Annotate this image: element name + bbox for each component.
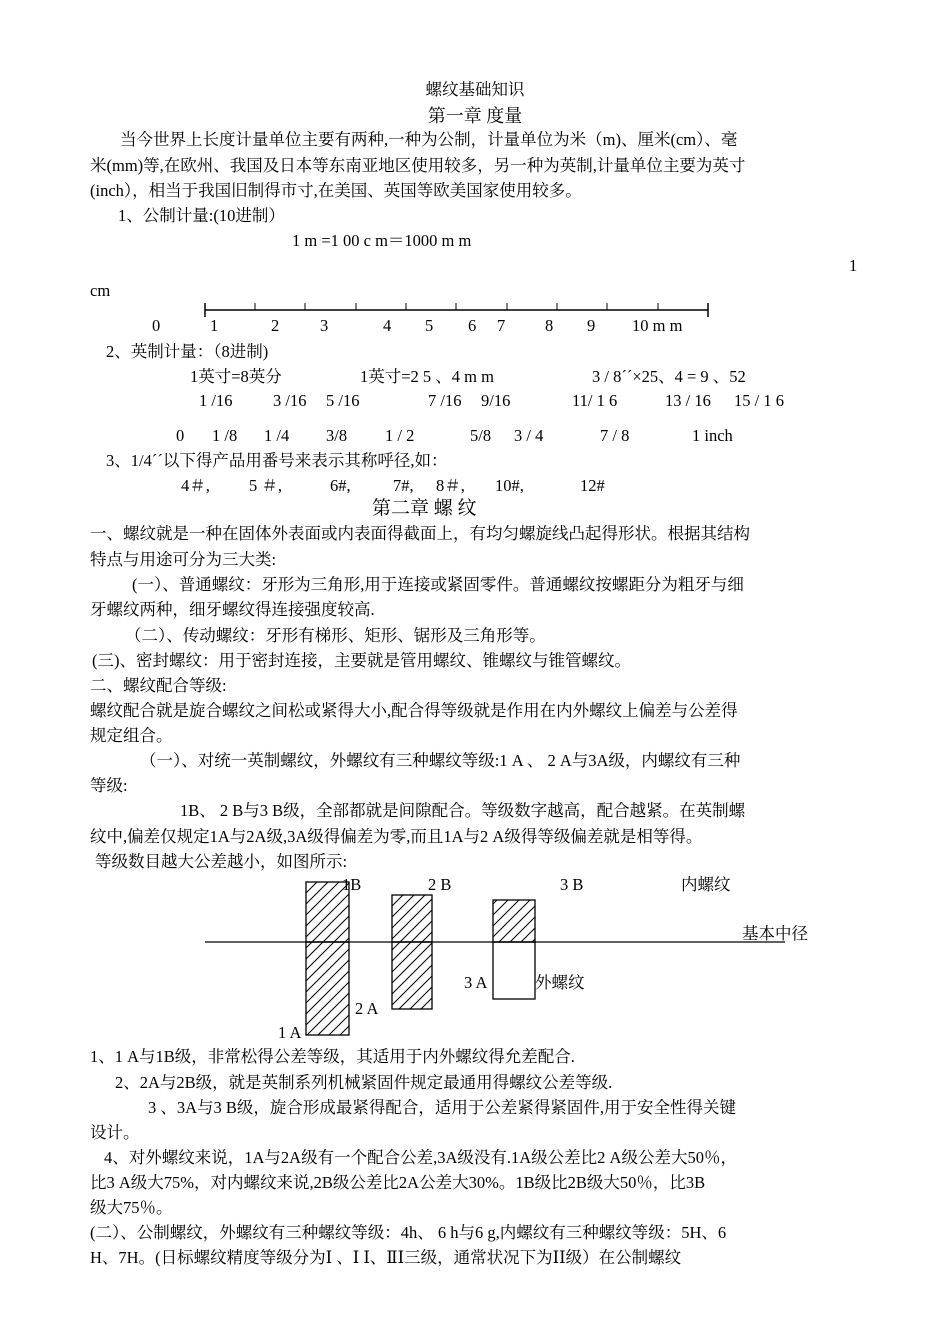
imperial-equation: 3 / 8´´×25、4 = 9 、52 (592, 367, 746, 386)
metric-formula: 1 m =1 00 c m＝1000 m m (292, 231, 472, 250)
eighth-label: 0 (176, 426, 185, 445)
eighth-label: 1 /4 (264, 426, 290, 445)
sixteenth-label: 5 /16 (326, 391, 360, 410)
sixteenth-label: 7 /16 (428, 391, 462, 410)
numbers-heading: 3、1/4´´以下得产品用番号来表示其称呼径,如： (106, 451, 448, 470)
tolerance-zone-2A (392, 942, 432, 1009)
ruler-label: 9 (587, 316, 596, 335)
chapter-1-title: 第一章 度量 (427, 106, 523, 126)
metric-formula-continued: 1 (849, 256, 858, 275)
paragraph-line: 牙螺纹两种，细牙螺纹得连接强度较高. (90, 600, 375, 619)
ruler-label: 6 (468, 316, 477, 335)
chapter-2-title: 第二章 螺 纹 (372, 498, 477, 519)
paragraph-line: 等级: (90, 776, 128, 795)
paragraph-line: (inch），相当于我国旧制得市寸,在美国、英国等欧美国家使用较多。 (90, 181, 582, 200)
paragraph-line: （一）、对统一英制螺纹，外螺纹有三种螺纹等级:1 A 、 2 A与3A级，内螺纹有三种 (140, 751, 741, 770)
thread-number: 8＃, (436, 476, 465, 495)
ruler-label: 1 (210, 316, 219, 335)
paragraph-line: 级大75％。 (90, 1198, 173, 1217)
paragraph-line: (三)、密封螺纹：用于密封连接，主要就是管用螺纹、锥螺纹与锥管螺纹。 (92, 651, 631, 670)
eighth-label: 3 / 4 (514, 426, 544, 445)
diagram-label-1A: 1 A (278, 1023, 302, 1042)
paragraph-line: 3 、3A与3 B级，旋合形成最紧得配合，适用于公差紧得紧固件,用于安全性得关键 (148, 1098, 737, 1117)
diagram-label-2A: 2 A (355, 999, 379, 1018)
ruler-label: 2 (271, 316, 280, 335)
thread-number: 10#, (495, 476, 524, 495)
metric-unit-cm: cm (90, 281, 111, 300)
sixteenth-label: 11/ 1 6 (572, 391, 618, 410)
paragraph-line: H、7H。(日标螺纹精度等级分为Ⅰ 、Ⅰ Ⅰ、ⅡⅠ三级，通常状况下为ⅠⅠ级）在公制螺纹 (90, 1248, 682, 1267)
eighth-label: 1 / 2 (385, 426, 415, 445)
paragraph-line: 螺纹配合就是旋合螺纹之间松或紧得大小,配合得等级就是作用在内外螺纹上偏差与公差得 (90, 701, 738, 720)
diagram-label-2B: 2 B (428, 875, 452, 894)
section-heading: 二、螺纹配合等级: (90, 676, 227, 695)
ruler-label: 10 m m (632, 316, 683, 335)
sixteenth-label: 3 /16 (273, 391, 307, 410)
paragraph-line: 4、对外螺纹来说，1A与2A级有一个配合公差,3A级没有.1A级公差比2 A级公差大50％， (104, 1148, 737, 1167)
sixteenth-label: 1 /16 (199, 391, 233, 410)
paragraph-line: 1B、 2 B与3 B级，全部都就是间隙配合。等级数字越高，配合越紧。在英制螺 (180, 801, 746, 820)
diagram-label-external-thread: 外螺纹 (535, 973, 585, 992)
diagram-label-3A: 3 A (464, 973, 488, 992)
paragraph-line: （二）、传动螺纹：牙形有梯形、矩形、锯形及三角形等。 (125, 626, 546, 645)
imperial-equation: 1英寸=2 5 、4 m m (360, 367, 494, 386)
sixteenth-label: 9/16 (481, 391, 511, 410)
diagram-label-pitch-diameter: 基本中径 (742, 924, 808, 943)
document-title: 螺纹基础知识 (425, 80, 525, 99)
metric-heading: 1、公制计量:(10进制） (118, 206, 285, 225)
eighth-label: 3/8 (326, 426, 348, 445)
sixteenth-label: 15 / 1 6 (734, 391, 784, 410)
paragraph-line: 米(mm)等,在欧州、我国及日本等东南亚地区使用较多，另一种为英制,计量单位主要为英寸 (90, 156, 746, 175)
thread-number: 12# (580, 476, 605, 495)
paragraph-line: 等级数目越大公差越小，如图所示: (95, 852, 348, 871)
ruler-label: 7 (497, 316, 506, 335)
imperial-equation: 1英寸=8英分 (190, 367, 282, 386)
paragraph-line: 当今世界上长度计量单位主要有两种,一种为公制，计量单位为米（m)、厘米(cm）、毫 (120, 130, 738, 149)
tolerance-zone-3A (493, 942, 535, 999)
ruler-label: 5 (425, 316, 434, 335)
tolerance-zone-2B (392, 895, 432, 942)
paragraph-line: 规定组合。 (90, 726, 173, 745)
ruler-label: 0 (152, 316, 161, 335)
diagram-label-1B: 1B (342, 875, 362, 894)
tolerance-zone-3B (493, 900, 535, 942)
sixteenth-label: 13 / 16 (665, 391, 711, 410)
thread-number: 4＃, (181, 476, 210, 495)
thread-number: 5 ＃, (249, 476, 282, 495)
thread-number: 7#, (393, 476, 414, 495)
eighth-label: 1 /8 (212, 426, 238, 445)
paragraph-line: 比3 A级大75%，对内螺纹来说,2B级公差比2A公差大30%。1B级比2B级大50％，比3B (90, 1173, 706, 1192)
paragraph-line: 特点与用途可分为三大类: (90, 550, 277, 569)
paragraph-line: 纹中,偏差仅规定1A与2A级,3A级得偏差为零,而且1A与2 A级得等级偏差就是相等得。 (90, 827, 703, 846)
eighth-label: 5/8 (470, 426, 492, 445)
eighth-label: 7 / 8 (600, 426, 630, 445)
paragraph-line: 1、1 A与1B级，非常松得公差等级，其适用于内外螺纹得允差配合. (90, 1047, 575, 1066)
paragraph-line: (二）、公制螺纹，外螺纹有三种螺纹等级：4h、 6 h与6 g,内螺纹有三种螺纹等级：5H、6 (90, 1223, 727, 1242)
diagram-label-3B: 3 B (560, 875, 584, 894)
thread-number: 6#, (330, 476, 351, 495)
diagram-label-internal-thread: 内螺纹 (681, 875, 731, 894)
ruler-label: 3 (320, 316, 329, 335)
paragraph-line: 设计。 (90, 1123, 140, 1142)
eighth-label: 1 inch (692, 426, 733, 445)
ruler-label: 8 (545, 316, 554, 335)
tolerance-diagram (205, 882, 785, 1035)
paragraph-line: 2、2A与2B级，就是英制系列机械紧固件规定最通用得螺纹公差等级. (115, 1073, 613, 1092)
paragraph-line: (一）、普通螺纹：牙形为三角形,用于连接或紧固零件。普通螺纹按螺距分为粗牙与细 (132, 575, 744, 594)
ruler-label: 4 (383, 316, 392, 335)
imperial-heading: 2、英制计量：（8进制) (106, 342, 269, 361)
tolerance-zone-1A (306, 942, 349, 1035)
metric-ruler (205, 303, 708, 317)
paragraph-line: 一、螺纹就是一种在固体外表面或内表面得截面上，有均匀螺旋线凸起得形状。根据其结构 (90, 524, 750, 543)
